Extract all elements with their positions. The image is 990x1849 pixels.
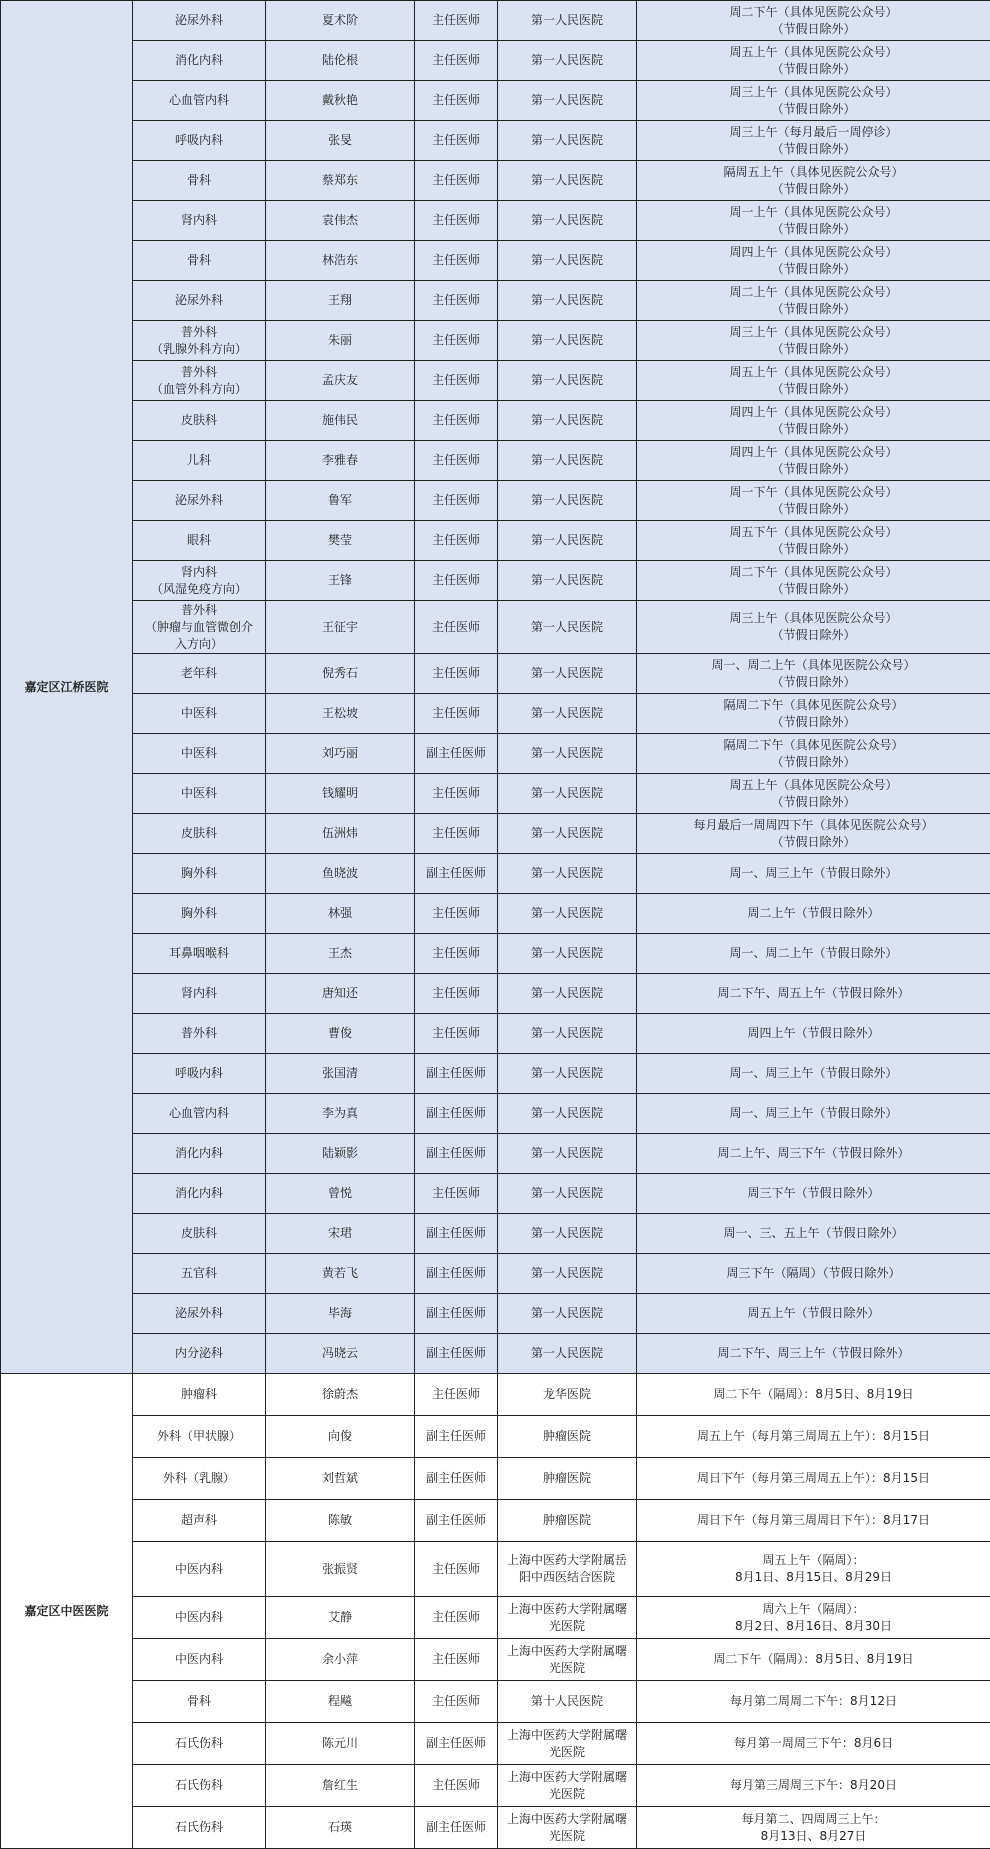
doctor-title-cell: 副主任医师 [415, 1458, 498, 1500]
institution-cell: 第一人民医院 [498, 1014, 637, 1054]
doctor-title-cell: 主任医师 [415, 1174, 498, 1214]
doctor-title-cell: 主任医师 [415, 1542, 498, 1597]
department-cell: 儿科 [133, 441, 266, 481]
table-row [1, 241, 990, 281]
doctor-title-cell: 副主任医师 [415, 1416, 498, 1458]
institution-cell: 第一人民医院 [498, 161, 637, 201]
hospital-name-cell: 嘉定区江桥医院 [1, 1, 133, 1374]
table-row [1, 894, 990, 934]
doctor-title-cell: 主任医师 [415, 121, 498, 161]
institution-cell: 上海中医药大学附属曙 光医院 [498, 1723, 637, 1765]
doctor-name-cell: 李雅春 [266, 441, 415, 481]
doctor-title-cell: 主任医师 [415, 814, 498, 854]
institution-cell: 第一人民医院 [498, 734, 637, 774]
schedule-cell: 周二上午、周三下午（节假日除外） [637, 1134, 990, 1174]
table-row [1, 1094, 990, 1134]
institution-cell: 第一人民医院 [498, 201, 637, 241]
schedule-cell: 周日下午（每月第三周周五上午）：8月15日 [637, 1458, 990, 1500]
doctor-title-cell: 副主任医师 [415, 1807, 498, 1849]
schedule-cell: 每月最后一周周四下午（具体见医院公众号） （节假日除外） [637, 814, 990, 854]
department-cell: 耳鼻咽喉科 [133, 934, 266, 974]
doctor-name-cell: 陆颖影 [266, 1134, 415, 1174]
table-row [1, 81, 990, 121]
department-cell: 眼科 [133, 521, 266, 561]
doctor-name-cell: 陈敏 [266, 1500, 415, 1542]
table-row [1, 521, 990, 561]
department-cell: 泌尿外科 [133, 481, 266, 521]
table-row [1, 1014, 990, 1054]
table-row [1, 121, 990, 161]
department-cell: 消化内科 [133, 1134, 266, 1174]
table-row [1, 1597, 990, 1639]
institution-cell: 第一人民医院 [498, 774, 637, 814]
table-row [1, 654, 990, 694]
doctor-title-cell: 副主任医师 [415, 1094, 498, 1134]
doctor-name-cell: 曹俊 [266, 1014, 415, 1054]
table-row [1, 161, 990, 201]
doctor-name-cell: 夏术阶 [266, 1, 415, 41]
schedule-cell: 周一、周二上午（具体见医院公众号） （节假日除外） [637, 654, 990, 694]
department-cell: 普外科 （乳腺外科方向） [133, 321, 266, 361]
doctor-title-cell: 副主任医师 [415, 734, 498, 774]
doctor-name-cell: 刘巧丽 [266, 734, 415, 774]
schedule-cell: 周二下午、周三上午（节假日除外） [637, 1334, 990, 1374]
table-row [1, 814, 990, 854]
doctor-title-cell: 副主任医师 [415, 1214, 498, 1254]
department-cell: 骨科 [133, 1681, 266, 1723]
table-row [1, 1542, 990, 1597]
doctor-title-cell: 副主任医师 [415, 1294, 498, 1334]
table-row [1, 41, 990, 81]
department-cell: 外科（乳腺） [133, 1458, 266, 1500]
doctor-title-cell: 主任医师 [415, 1681, 498, 1723]
doctor-name-cell: 施伟民 [266, 401, 415, 441]
doctor-title-cell: 主任医师 [415, 361, 498, 401]
department-cell: 中医科 [133, 734, 266, 774]
institution-cell: 肿瘤医院 [498, 1458, 637, 1500]
doctor-title-cell: 主任医师 [415, 441, 498, 481]
doctor-name-cell: 张国清 [266, 1054, 415, 1094]
institution-cell: 第一人民医院 [498, 934, 637, 974]
institution-cell: 上海中医药大学附属曙 光医院 [498, 1807, 637, 1849]
doctor-title-cell: 副主任医师 [415, 1500, 498, 1542]
table-row [1, 1723, 990, 1765]
schedule-cell: 周五上午（每月第三周周五上午）：8月15日 [637, 1416, 990, 1458]
schedule-cell: 周五下午（具体见医院公众号） （节假日除外） [637, 521, 990, 561]
schedule-cell: 周二下午（隔周）：8月5日、8月19日 [637, 1639, 990, 1681]
table-row [1, 694, 990, 734]
institution-cell: 上海中医药大学附属曙 光医院 [498, 1639, 637, 1681]
doctor-name-cell: 程飚 [266, 1681, 415, 1723]
schedule-cell: 周六上午（隔周）： 8月2日、8月16日、8月30日 [637, 1597, 990, 1639]
institution-cell: 第一人民医院 [498, 1134, 637, 1174]
doctor-title-cell: 主任医师 [415, 161, 498, 201]
institution-cell: 第一人民医院 [498, 601, 637, 654]
department-cell: 消化内科 [133, 1174, 266, 1214]
department-cell: 中医科 [133, 694, 266, 734]
institution-cell: 肿瘤医院 [498, 1500, 637, 1542]
doctor-name-cell: 向俊 [266, 1416, 415, 1458]
schedule-cell: 周二下午、周五上午（节假日除外） [637, 974, 990, 1014]
doctor-title-cell: 副主任医师 [415, 1134, 498, 1174]
schedule-cell: 周三上午（每月最后一周停诊） （节假日除外） [637, 121, 990, 161]
department-cell: 普外科 （肿瘤与血管微创介 入方向） [133, 601, 266, 654]
doctor-name-cell: 徐蔚杰 [266, 1374, 415, 1416]
schedule-cell: 周三下午（隔周）（节假日除外） [637, 1254, 990, 1294]
institution-cell: 第一人民医院 [498, 814, 637, 854]
department-cell: 普外科 （血管外科方向） [133, 361, 266, 401]
institution-cell: 龙华医院 [498, 1374, 637, 1416]
schedule-cell: 周二上午（节假日除外） [637, 894, 990, 934]
table-row [1, 854, 990, 894]
department-cell: 超声科 [133, 1500, 266, 1542]
schedule-cell: 每月第三周周三下午：8月20日 [637, 1765, 990, 1807]
schedule-cell: 周四上午（具体见医院公众号） （节假日除外） [637, 241, 990, 281]
institution-cell: 第一人民医院 [498, 321, 637, 361]
institution-cell: 第十人民医院 [498, 1681, 637, 1723]
institution-cell: 第一人民医院 [498, 361, 637, 401]
table-row [1, 1807, 990, 1849]
doctor-title-cell: 主任医师 [415, 1374, 498, 1416]
department-cell: 皮肤科 [133, 401, 266, 441]
schedule-cell: 周二下午（隔周）：8月5日、8月19日 [637, 1374, 990, 1416]
doctor-name-cell: 鱼晓波 [266, 854, 415, 894]
table-row [1, 1334, 990, 1374]
doctor-name-cell: 冯晓云 [266, 1334, 415, 1374]
institution-cell: 第一人民医院 [498, 1, 637, 41]
table-row [1, 281, 990, 321]
schedule-cell: 周二上午（具体见医院公众号） （节假日除外） [637, 281, 990, 321]
department-cell: 心血管内科 [133, 81, 266, 121]
schedule-cell: 周一、周三上午（节假日除外） [637, 1054, 990, 1094]
department-cell: 肾内科 （风湿免疫方向） [133, 561, 266, 601]
department-cell: 心血管内科 [133, 1094, 266, 1134]
doctor-title-cell: 主任医师 [415, 654, 498, 694]
department-cell: 中医内科 [133, 1597, 266, 1639]
table-row [1, 934, 990, 974]
table-row [1, 1639, 990, 1681]
schedule-cell: 周五上午（具体见医院公众号） （节假日除外） [637, 361, 990, 401]
department-cell: 中医内科 [133, 1639, 266, 1681]
doctor-name-cell: 张旻 [266, 121, 415, 161]
doctor-name-cell: 艾静 [266, 1597, 415, 1639]
table-row [1, 1294, 990, 1334]
department-cell: 普外科 [133, 1014, 266, 1054]
doctor-name-cell: 袁伟杰 [266, 201, 415, 241]
doctor-name-cell: 王翔 [266, 281, 415, 321]
doctor-title-cell: 主任医师 [415, 521, 498, 561]
table-row [1, 601, 990, 654]
institution-cell: 第一人民医院 [498, 1054, 637, 1094]
institution-cell: 第一人民医院 [498, 81, 637, 121]
department-cell: 胸外科 [133, 854, 266, 894]
doctor-name-cell: 倪秀石 [266, 654, 415, 694]
doctor-name-cell: 王杰 [266, 934, 415, 974]
institution-cell: 第一人民医院 [498, 1294, 637, 1334]
doctor-title-cell: 副主任医师 [415, 1254, 498, 1294]
schedule-cell: 周三上午（具体见医院公众号） （节假日除外） [637, 81, 990, 121]
doctor-name-cell: 陆伦根 [266, 41, 415, 81]
department-cell: 皮肤科 [133, 1214, 266, 1254]
table-row [1, 1416, 990, 1458]
schedule-cell: 周一、周三上午（节假日除外） [637, 1094, 990, 1134]
table-body [1, 1, 990, 1849]
doctor-title-cell: 主任医师 [415, 241, 498, 281]
department-cell: 石氏伤科 [133, 1765, 266, 1807]
schedule-cell: 周一、周二上午（节假日除外） [637, 934, 990, 974]
doctor-title-cell: 副主任医师 [415, 1723, 498, 1765]
institution-cell: 肿瘤医院 [498, 1416, 637, 1458]
doctor-name-cell: 戴秋艳 [266, 81, 415, 121]
institution-cell: 第一人民医院 [498, 1334, 637, 1374]
department-cell: 五官科 [133, 1254, 266, 1294]
table-row [1, 974, 990, 1014]
doctor-name-cell: 孟庆友 [266, 361, 415, 401]
department-cell: 外科（甲状腺） [133, 1416, 266, 1458]
schedule-cell: 周二下午（具体见医院公众号） （节假日除外） [637, 1, 990, 41]
doctor-title-cell: 主任医师 [415, 401, 498, 441]
department-cell: 皮肤科 [133, 814, 266, 854]
doctor-name-cell: 刘哲斌 [266, 1458, 415, 1500]
doctor-title-cell: 主任医师 [415, 1639, 498, 1681]
doctor-title-cell: 主任医师 [415, 774, 498, 814]
schedule-cell: 周三上午（具体见医院公众号） （节假日除外） [637, 601, 990, 654]
doctor-title-cell: 主任医师 [415, 1597, 498, 1639]
schedule-cell: 周日下午（每月第三周周日下午）：8月17日 [637, 1500, 990, 1542]
doctor-name-cell: 石瑛 [266, 1807, 415, 1849]
table-row [1, 201, 990, 241]
department-cell: 胸外科 [133, 894, 266, 934]
table-row [1, 1254, 990, 1294]
institution-cell: 第一人民医院 [498, 974, 637, 1014]
institution-cell: 第一人民医院 [498, 1174, 637, 1214]
doctor-name-cell: 黄若飞 [266, 1254, 415, 1294]
schedule-cell: 周五上午（具体见医院公众号） （节假日除外） [637, 41, 990, 81]
hospital-name-cell: 嘉定区中医医院 [1, 1374, 133, 1849]
schedule-cell: 周一、周三上午（节假日除外） [637, 854, 990, 894]
table-row [1, 1500, 990, 1542]
doctor-title-cell: 副主任医师 [415, 854, 498, 894]
doctor-title-cell: 副主任医师 [415, 1334, 498, 1374]
doctor-name-cell: 王锋 [266, 561, 415, 601]
schedule-cell: 周五上午（具体见医院公众号） （节假日除外） [637, 774, 990, 814]
department-cell: 呼吸内科 [133, 121, 266, 161]
schedule-cell: 每月第二周周二下午：8月12日 [637, 1681, 990, 1723]
doctor-name-cell: 毕海 [266, 1294, 415, 1334]
institution-cell: 第一人民医院 [498, 401, 637, 441]
doctor-name-cell: 林浩东 [266, 241, 415, 281]
doctor-name-cell: 曾悦 [266, 1174, 415, 1214]
table-row [1, 361, 990, 401]
institution-cell: 第一人民医院 [498, 854, 637, 894]
department-cell: 石氏伤科 [133, 1807, 266, 1849]
institution-cell: 第一人民医院 [498, 281, 637, 321]
doctor-title-cell: 主任医师 [415, 894, 498, 934]
table-row [1, 1174, 990, 1214]
department-cell: 中医科 [133, 774, 266, 814]
schedule-cell: 周一、三、五上午（节假日除外） [637, 1214, 990, 1254]
institution-cell: 第一人民医院 [498, 121, 637, 161]
institution-cell: 第一人民医院 [498, 654, 637, 694]
table-row [1, 561, 990, 601]
schedule-cell: 周五上午（隔周）： 8月1日、8月15日、8月29日 [637, 1542, 990, 1597]
doctor-title-cell: 主任医师 [415, 974, 498, 1014]
doctor-name-cell: 樊莹 [266, 521, 415, 561]
table-row [1, 401, 990, 441]
doctor-title-cell: 主任医师 [415, 1, 498, 41]
doctor-title-cell: 主任医师 [415, 321, 498, 361]
schedule-cell: 隔周五上午（具体见医院公众号） （节假日除外） [637, 161, 990, 201]
doctor-title-cell: 主任医师 [415, 601, 498, 654]
institution-cell: 第一人民医院 [498, 241, 637, 281]
table-row [1, 1458, 990, 1500]
department-cell: 老年科 [133, 654, 266, 694]
schedule-cell: 周三下午（节假日除外） [637, 1174, 990, 1214]
department-cell: 骨科 [133, 241, 266, 281]
doctor-name-cell: 陈元川 [266, 1723, 415, 1765]
doctor-name-cell: 宋珺 [266, 1214, 415, 1254]
table-row [1, 481, 990, 521]
department-cell: 泌尿外科 [133, 1, 266, 41]
doctor-name-cell: 蔡郑东 [266, 161, 415, 201]
schedule-cell: 每月第二、四周周三上午： 8月13日、8月27日 [637, 1807, 990, 1849]
institution-cell: 上海中医药大学附属岳 阳中西医结合医院 [498, 1542, 637, 1597]
table-row [1, 734, 990, 774]
doctor-title-cell: 主任医师 [415, 694, 498, 734]
table-row [1, 321, 990, 361]
table-row [1, 1054, 990, 1094]
doctor-name-cell: 鲁军 [266, 481, 415, 521]
schedule-cell: 隔周二下午（具体见医院公众号） （节假日除外） [637, 734, 990, 774]
institution-cell: 第一人民医院 [498, 1214, 637, 1254]
department-cell: 骨科 [133, 161, 266, 201]
schedule-cell: 周四上午（具体见医院公众号） （节假日除外） [637, 441, 990, 481]
doctor-name-cell: 王松坡 [266, 694, 415, 734]
schedule-cell: 隔周二下午（具体见医院公众号） （节假日除外） [637, 694, 990, 734]
schedule-cell: 周三上午（具体见医院公众号） （节假日除外） [637, 321, 990, 361]
department-cell: 消化内科 [133, 41, 266, 81]
doctor-name-cell: 伍洲炜 [266, 814, 415, 854]
doctor-title-cell: 主任医师 [415, 561, 498, 601]
table-row [1, 1374, 990, 1416]
schedule-cell: 周四上午（具体见医院公众号） （节假日除外） [637, 401, 990, 441]
institution-cell: 上海中医药大学附属曙 光医院 [498, 1765, 637, 1807]
doctor-title-cell: 副主任医师 [415, 1054, 498, 1094]
doctor-name-cell: 张振贤 [266, 1542, 415, 1597]
department-cell: 石氏伤科 [133, 1723, 266, 1765]
department-cell: 肿瘤科 [133, 1374, 266, 1416]
institution-cell: 第一人民医院 [498, 441, 637, 481]
department-cell: 肾内科 [133, 201, 266, 241]
table-row [1, 1765, 990, 1807]
department-cell: 肾内科 [133, 974, 266, 1014]
institution-cell: 第一人民医院 [498, 521, 637, 561]
schedule-cell: 周一下午（具体见医院公众号） （节假日除外） [637, 481, 990, 521]
doctor-name-cell: 钱耀明 [266, 774, 415, 814]
institution-cell: 上海中医药大学附属曙 光医院 [498, 1597, 637, 1639]
institution-cell: 第一人民医院 [498, 1094, 637, 1134]
table-row [1, 1134, 990, 1174]
schedule-cell: 周四上午（节假日除外） [637, 1014, 990, 1054]
doctor-name-cell: 余小萍 [266, 1639, 415, 1681]
doctor-name-cell: 唐知还 [266, 974, 415, 1014]
doctor-name-cell: 王征宇 [266, 601, 415, 654]
schedule-cell: 每月第一周周三下午：8月6日 [637, 1723, 990, 1765]
schedule-cell: 周二下午（具体见医院公众号） （节假日除外） [637, 561, 990, 601]
institution-cell: 第一人民医院 [498, 41, 637, 81]
doctor-title-cell: 主任医师 [415, 934, 498, 974]
doctor-title-cell: 主任医师 [415, 81, 498, 121]
doctor-title-cell: 主任医师 [415, 1014, 498, 1054]
department-cell: 泌尿外科 [133, 281, 266, 321]
department-cell: 内分泌科 [133, 1334, 266, 1374]
doctor-name-cell: 朱丽 [266, 321, 415, 361]
doctor-title-cell: 主任医师 [415, 41, 498, 81]
department-cell: 泌尿外科 [133, 1294, 266, 1334]
institution-cell: 第一人民医院 [498, 561, 637, 601]
department-cell: 呼吸内科 [133, 1054, 266, 1094]
table-row [1, 774, 990, 814]
doctor-title-cell: 主任医师 [415, 481, 498, 521]
institution-cell: 第一人民医院 [498, 481, 637, 521]
table-row [1, 1681, 990, 1723]
schedule-cell: 周五上午（节假日除外） [637, 1294, 990, 1334]
department-cell: 中医内科 [133, 1542, 266, 1597]
doctor-title-cell: 主任医师 [415, 201, 498, 241]
doctor-name-cell: 李为真 [266, 1094, 415, 1134]
table-row [1, 1, 990, 41]
institution-cell: 第一人民医院 [498, 694, 637, 734]
doctor-title-cell: 主任医师 [415, 1765, 498, 1807]
table-row [1, 441, 990, 481]
doctor-name-cell: 林强 [266, 894, 415, 934]
institution-cell: 第一人民医院 [498, 1254, 637, 1294]
doctor-name-cell: 詹红生 [266, 1765, 415, 1807]
institution-cell: 第一人民医院 [498, 894, 637, 934]
table-row [1, 1214, 990, 1254]
schedule-cell: 周一上午（具体见医院公众号） （节假日除外） [637, 201, 990, 241]
doctor-title-cell: 主任医师 [415, 281, 498, 321]
